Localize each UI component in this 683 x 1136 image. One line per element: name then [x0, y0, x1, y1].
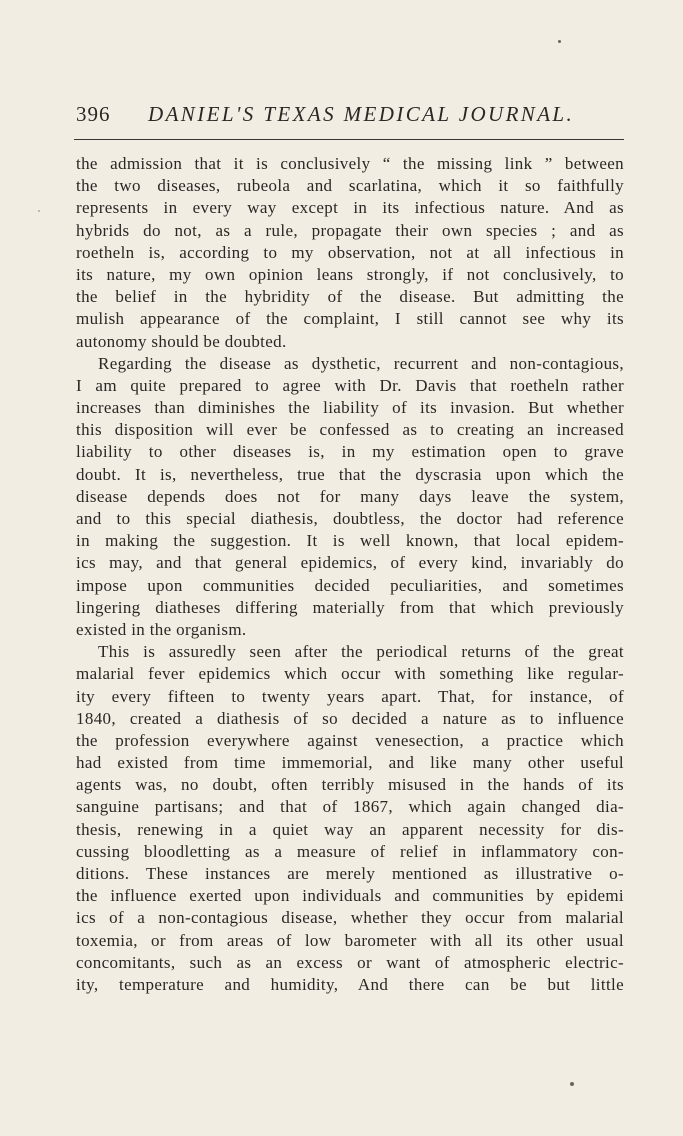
text-line: the two diseases, rubeola and scarlatina, which it so faithfully: [76, 176, 624, 196]
text-line: sanguine partisans; and that of 1867, which again changed dia-: [76, 797, 624, 817]
text-line: doubt. It is, nevertheless, true that the dyscrasia upon which the: [76, 464, 624, 484]
text-line: This is assuredly seen after the periodical returns of the great: [98, 642, 624, 662]
text-line: malarial fever epidemics which occur with something like regular-: [76, 664, 624, 684]
text-line: I am quite prepared to agree with Dr. Davis that roetheln rather: [76, 375, 624, 395]
text-line: hybrids do not, as a rule, propagate their own species ; and as: [76, 220, 624, 240]
text-line: liability to other diseases is, in my estimation open to grave: [76, 442, 624, 462]
text-line: existed in the organism.: [76, 619, 247, 639]
text-line: and to this special diathesis, doubtless, the doctor had reference: [76, 509, 624, 528]
text-line: ditions. These instances are merely mentioned as illustrative o-: [76, 864, 624, 883]
text-line: toxemia, or from areas of low barometer with all its other usual: [76, 930, 624, 950]
text-line: the admission that it is conclusively “ the missing link ” between: [76, 154, 624, 173]
page-header: [76, 102, 624, 132]
text-line: impose upon communities decided peculiarities, and sometimes: [76, 575, 624, 595]
text-line: ics may, and that general epidemics, of every kind, invariably do: [76, 553, 624, 573]
text-line: the profession everywhere against venesection, a practice which: [76, 730, 624, 750]
text-line: thesis, renewing in a quiet way an apparent necessity for dis-: [76, 819, 624, 839]
text-line: represents in every way except in its infectious nature. And as: [76, 198, 624, 218]
page-number: 396: [76, 102, 111, 126]
text-line: cussing bloodletting as a measure of relief in inflammatory con-: [76, 841, 624, 861]
text-line: autonomy should be doubted.: [76, 331, 287, 351]
text-line: increases than diminishes the liability of its invasion. But whether: [76, 398, 624, 418]
running-title: DANIEL'S TEXAS MEDICAL JOURNAL.: [148, 102, 575, 126]
text-line: had existed from time immemorial, and like many other useful: [76, 753, 624, 773]
text-line: in making the suggestion. It is well known, that local epidem-: [76, 531, 624, 551]
text-line: Regarding the disease as dysthetic, recurrent and non-contagious,: [98, 353, 624, 373]
text-line: disease depends does not for many days leave the system,: [76, 486, 624, 506]
text-line: agents was, no doubt, often terribly misused in the hands of its: [76, 775, 624, 795]
paper-speck: [558, 40, 561, 43]
text-line: ity, temperature and humidity, And there can be but little: [76, 974, 624, 994]
text-line: lingering diatheses differing materially from that which previously: [76, 597, 624, 617]
text-line: its nature, my own opinion leans strongly, if not conclusively, to: [76, 264, 624, 284]
paper-speck: [570, 1082, 574, 1086]
text-line: roetheln is, according to my observation, not at all infectious in: [76, 242, 624, 262]
text-line: the belief in the hybridity of the disease. But admitting the: [76, 287, 624, 307]
paper-speck: [38, 210, 40, 212]
text-line: ics of a non-contagious disease, whether they occur from malarial: [76, 908, 624, 928]
text-line: the influence exerted upon individuals and communities by epidemi: [76, 886, 624, 906]
text-line: 1840, created a diathesis of so decided a nature as to influence: [76, 708, 624, 728]
text-line: this disposition will ever be confessed as to creating an increased: [76, 420, 624, 440]
text-line: concomitants, such as an excess or want of atmospheric electric-: [76, 952, 624, 972]
header-rule: [74, 139, 624, 140]
article-body: [76, 153, 624, 996]
text-line: ity every fifteen to twenty years apart. That, for instance, of: [76, 686, 624, 706]
text-line: mulish appearance of the complaint, I still cannot see why its: [76, 309, 624, 329]
